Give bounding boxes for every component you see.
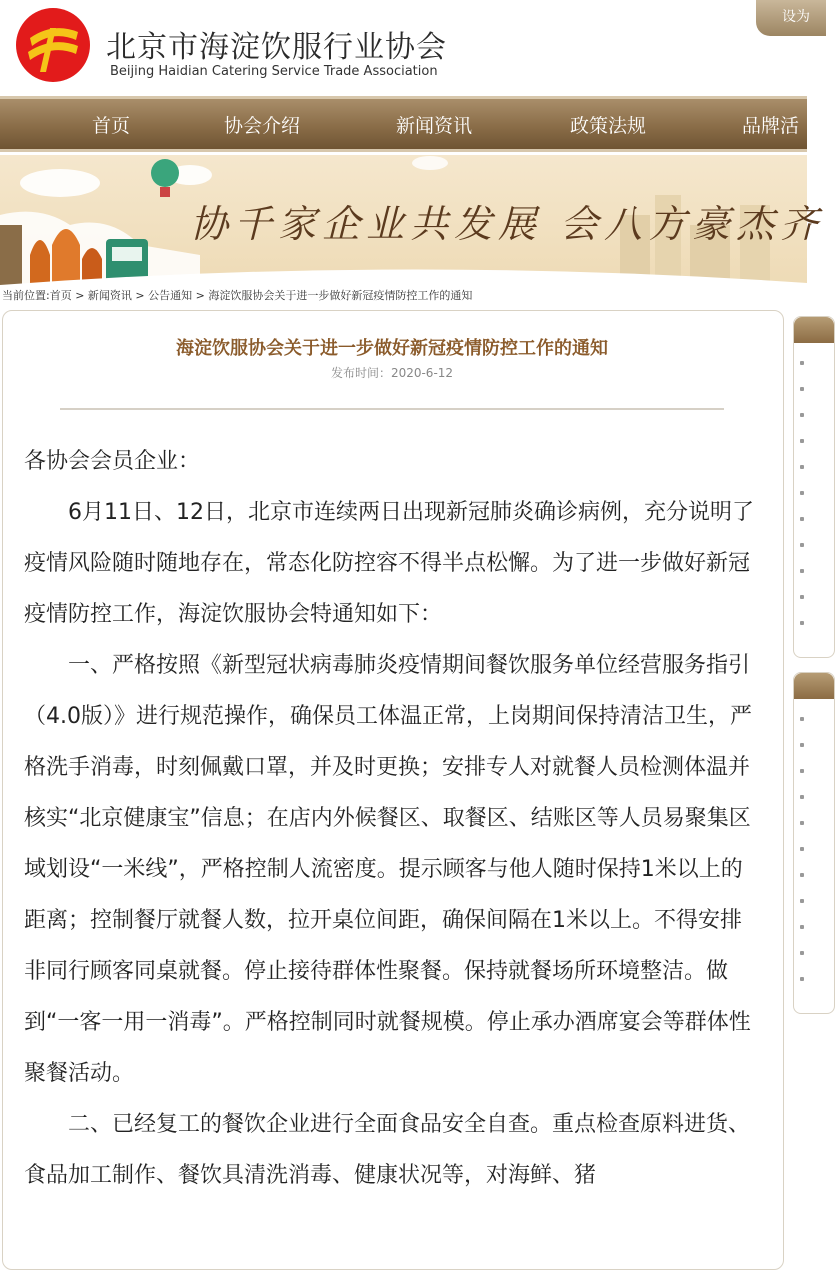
site-subtitle: Beijing Haidian Catering Service Trade Association <box>110 64 438 79</box>
nav-item-news[interactable]: 新闻资讯 <box>396 115 473 137</box>
banner <box>0 155 825 285</box>
sidebar-bullet-icon <box>800 977 804 981</box>
sidebar-bullet-icon <box>800 873 804 877</box>
sidebar-bullet-icon <box>800 847 804 851</box>
sidebar-bullet-icon <box>800 717 804 721</box>
sidebar-bullet-icon <box>800 543 804 547</box>
sidebar-card-header <box>794 673 834 699</box>
article-salutation: 各协会会员企业： <box>24 449 201 474</box>
banner-slogan: 协千家企业共发展 会八方豪杰齐 <box>190 202 825 246</box>
publish-time: 发布时间：2020-6-12 <box>330 366 454 380</box>
sidebar-bullet-icon <box>800 595 804 599</box>
nav-item-home[interactable]: 首页 <box>92 115 131 137</box>
main-nav <box>0 96 807 152</box>
article-paragraph: 二、已经复工的餐饮企业进行全面食品安全自查。重点检查原料进货、食品加工制作、餐饮具清洗消毒、健康状况等，对海鲜、猪 <box>24 1112 751 1188</box>
sidebar-bullet-icon <box>800 925 804 929</box>
breadcrumb-text[interactable]: 当前位置:首页 > 新闻资讯 > 公告通知 > 海淀饮服协会关于进一步做好新冠疫情防控工作的通知 <box>2 289 473 302</box>
breadcrumb <box>2 287 472 303</box>
sidebar-bullet-icon <box>800 387 804 391</box>
sidebar-bullet-icon <box>800 743 804 747</box>
sidebar-card <box>793 316 835 658</box>
sidebar-bullet-icon <box>800 769 804 773</box>
title-divider <box>60 408 724 410</box>
site-header <box>0 0 810 92</box>
sidebar-bullet-icon <box>800 899 804 903</box>
sidebar-bullet-icon <box>800 795 804 799</box>
association-logo-icon[interactable] <box>16 8 90 82</box>
site-title: 北京市海淀饮服行业协会 <box>106 30 447 65</box>
nav-item-brand[interactable]: 品牌活 <box>742 115 800 137</box>
set-homepage-link[interactable]: 设为 <box>756 0 826 36</box>
article-paragraph: 6月11日、12日，北京市连续两日出现新冠肺炎确诊病例，充分说明了疫情风险随时随地存在，常态化防控容不得半点松懈。为了进一步做好新冠疫情防控工作，海淀饮服协会特通知如下： <box>24 500 754 627</box>
nav-item-policy[interactable]: 政策法规 <box>570 115 647 137</box>
article-paragraph: 一、严格按照《新型冠状病毒肺炎疫情期间餐饮服务单位经营服务指引（4.0版）》进行规范操作，确保员工体温正常，上岗期间保持清洁卫生，严格洗手消毒，时刻佩戴口罩，并及时更换；安排专人对就餐人员检测体温并核实“北京健康宝”信息；在店内外候餐区、取餐区、结账区等人员易聚集区域划设“一米线”，严格控制人流密度。提示顾客与他人随时保持1米以上的距离；控制餐厅就餐人数，拉开桌位间距，确保间隔在1米以上。不得安排非同行顾客同桌就餐。停止接待群体性聚餐。保持就餐场所环境整洁。做到“一客一用一消毒”。严格控制同时就餐规模。停止承办酒席宴会等群体性聚餐活动。 <box>24 653 752 1086</box>
sidebar-bullet-icon <box>800 517 804 521</box>
sidebar-bullet-icon <box>800 439 804 443</box>
sidebar-bullet-icon <box>800 465 804 469</box>
sidebar-bullet-icon <box>800 491 804 495</box>
sidebar-bullet-icon <box>800 821 804 825</box>
sidebar-bullet-icon <box>800 361 804 365</box>
sidebar-bullet-icon <box>800 569 804 573</box>
sidebar-bullet-icon <box>800 951 804 955</box>
sidebar-card <box>793 672 835 1014</box>
sidebar-bullet-icon <box>800 413 804 417</box>
sidebar-bullet-icon <box>800 621 804 625</box>
article-body <box>24 436 762 1201</box>
sidebar-card-header <box>794 317 834 343</box>
nav-item-about[interactable]: 协会介绍 <box>224 115 301 137</box>
article-title: 海淀饮服协会关于进一步做好新冠疫情防控工作的通知 <box>176 338 608 359</box>
